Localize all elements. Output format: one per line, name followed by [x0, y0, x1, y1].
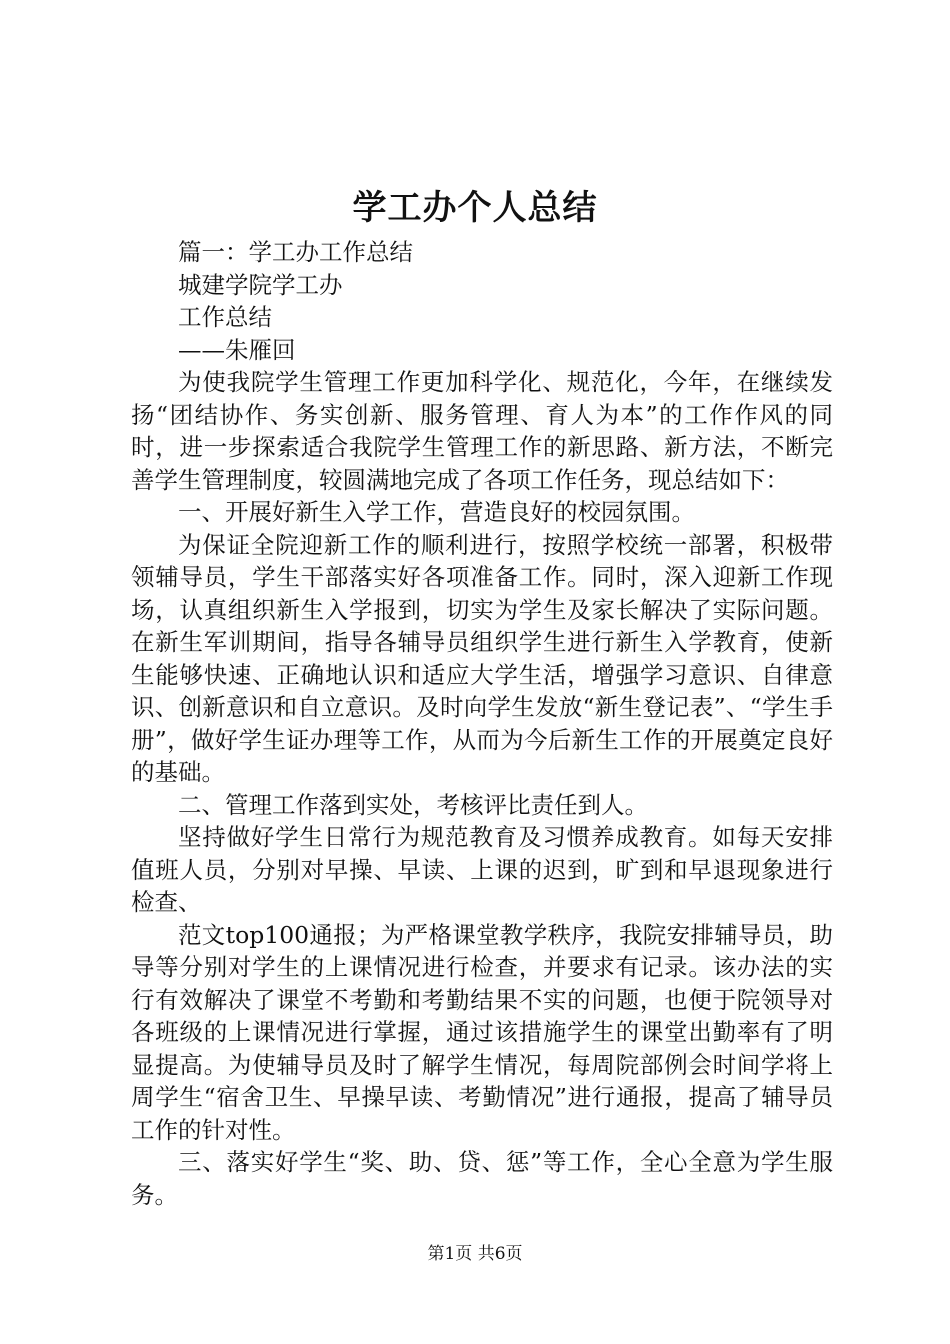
paragraph: 二、管理工作落到实处，考核评比责任到人。	[178, 790, 648, 819]
paragraph: 范文top100通报；为严格课堂教学秩序，我院安排辅导员，助导等分别对学生的上课情况进行检查，并要求有记录。该办法的实行有效解决了课堂不考勤和考勤结果不实的问题，也便于院领导对各班级的上课情况进行掌握，通过该措施学生的课堂出勤率有了明显提高。为使辅导员及时了解学生情况，每周院部例会时间学将上周学生“宿舍卫生、早操早读、考勤情况”进行通报，提高了辅导员工作的针对性。	[131, 920, 833, 1144]
paragraph: 城建学院学工办	[178, 270, 343, 299]
document-title: 学工办个人总结	[352, 188, 598, 228]
paragraph: 一、开展好新生入学工作，营造良好的校园氛围。	[178, 498, 695, 526]
paragraph: 为保证全院迎新工作的顺利进行，按照学校统一部署，积极带领辅导员，学生干部落实好各项准备工作。同时，深入迎新工作现场，认真组织新生入学报到，切实为学生及家长解决了实际问题。在新生军训期间，指导各辅导员组织学生进行新生入学教育，使新生能够快速、正确地认识和适应大学生活，增强学习意识、自律意识、创新意识和自立意识。及时向学生发放“新生登记表”、“学生手册”，做好学生证办理等工作，从而为今后新生工作的开展奠定良好的基础。	[131, 530, 833, 786]
paragraph: 坚持做好学生日常行为规范教育及习惯养成教育。如每天安排值班人员，分别对早操、早读、上课的迟到，旷到和早退现象进行检查、	[131, 823, 833, 916]
paragraph: 工作总结	[178, 303, 272, 331]
paragraph: 篇一：学工办工作总结	[178, 238, 413, 266]
paragraph: 为使我院学生管理工作更加科学化、规范化，今年，在继续发扬“团结协作、务实创新、服务管理、育人为本”的工作作风的同时，进一步探索适合我院学生管理工作的新思路、新方法，不断完善学生管理制度，较圆满地完成了各项工作任务，现总结如下：	[131, 368, 833, 494]
paragraph: ——朱雁回	[178, 335, 296, 364]
document-body	[131, 236, 833, 1211]
page-footer: 第1页 共6页	[427, 1244, 523, 1264]
paragraph: 三、落实好学生“奖、助、贷、惩”等工作，全心全意为学生服务。	[131, 1148, 833, 1209]
